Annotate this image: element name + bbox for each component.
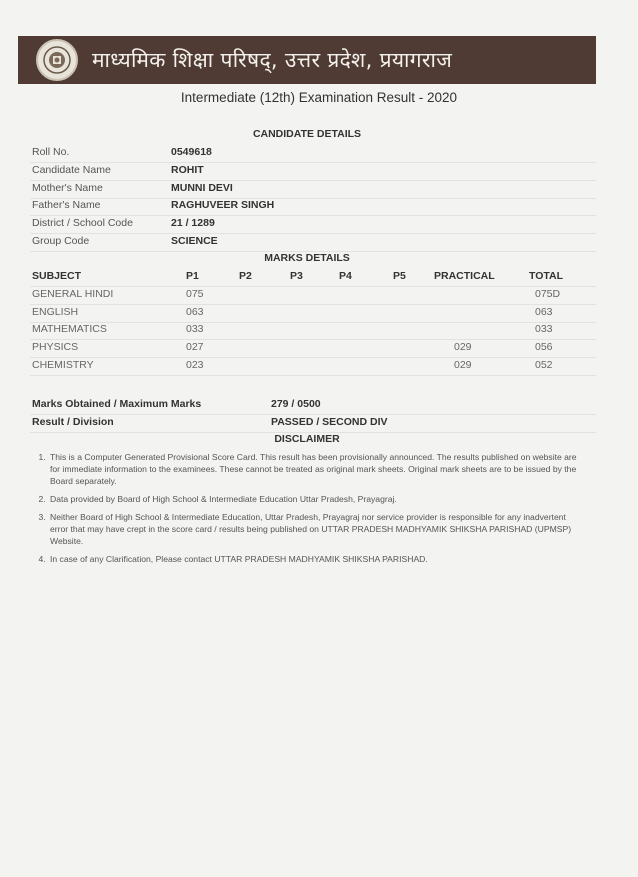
candidate-value: ROHIT (171, 164, 204, 176)
mark-total: 063 (535, 306, 553, 318)
table-row (30, 321, 596, 340)
marks-summary-value: 279 / 0500 (271, 398, 321, 410)
candidate-value: MUNNI DEVI (171, 182, 233, 194)
header-p4: P4 (339, 270, 352, 282)
header-total: TOTAL (529, 270, 564, 282)
mark-total: 033 (535, 323, 553, 335)
header-practical: PRACTICAL (434, 270, 495, 282)
table-row (30, 339, 596, 358)
candidate-value: SCIENCE (171, 235, 218, 247)
subject-name: MATHEMATICS (32, 323, 107, 335)
table-row (30, 357, 596, 376)
mark-p1: 027 (186, 341, 204, 353)
header-p2: P2 (239, 270, 252, 282)
candidate-section-title: CANDIDATE DETAILS (252, 128, 362, 140)
candidate-value: RAGHUVEER SINGH (171, 199, 275, 211)
board-emblem-icon (36, 39, 78, 81)
marks-summary-row (30, 396, 596, 415)
candidate-value: 21 / 1289 (171, 217, 215, 229)
mark-practical: 029 (454, 341, 472, 353)
marks-header-row (30, 268, 596, 287)
disclaimer-item: 4. In case of any Clarification, Please contact UTTAR PRADESH MADHYAMIK SHIKSHA PARISHAD. (48, 553, 586, 565)
header-p3: P3 (290, 270, 303, 282)
mark-practical: 029 (454, 359, 472, 371)
mark-total: 056 (535, 341, 553, 353)
result-division-row (30, 414, 596, 433)
candidate-value: 0549618 (171, 146, 212, 158)
mark-p1: 063 (186, 306, 204, 318)
mark-p1: 023 (186, 359, 204, 371)
candidate-row-school-code (30, 215, 596, 234)
mark-p1: 033 (186, 323, 204, 335)
header-p5: P5 (393, 270, 406, 282)
board-title: माध्यमिक शिक्षा परिषद्, उत्तर प्रदेश, प्रयागराज (92, 48, 453, 72)
mark-total: 075D (535, 288, 561, 300)
candidate-label: Roll No. (32, 146, 70, 158)
candidate-row-name (30, 162, 596, 181)
subject-name: GENERAL HINDI (32, 288, 114, 300)
candidate-label: District / School Code (32, 217, 133, 229)
mark-p1: 075 (186, 288, 204, 300)
marks-section-title: MARKS DETAILS (264, 252, 350, 264)
board-header (18, 36, 596, 84)
disclaimer-list (30, 451, 586, 571)
candidate-label: Mother's Name (32, 182, 103, 194)
candidate-row-roll-no (30, 144, 596, 163)
candidate-label: Group Code (32, 235, 90, 247)
candidate-label: Father's Name (32, 199, 101, 211)
candidate-row-group (30, 233, 596, 252)
header-p1: P1 (186, 270, 199, 282)
mark-total: 052 (535, 359, 553, 371)
subject-name: ENGLISH (32, 306, 79, 318)
disclaimer-item: 1. This is a Computer Generated Provisional Score Card. This result has been provisionally announced. The results published on website are for immediate information to the examinees. These cannot be treated as original mark sheets. Original mark sheets are to be issued by the Board separately. (48, 451, 586, 487)
subject-name: CHEMISTRY (32, 359, 94, 371)
candidate-label: Candidate Name (32, 164, 111, 176)
disclaimer-item: 3. Neither Board of High School & Intermediate Education, Uttar Pradesh, Prayagraj nor service provider is responsible for any inadvertent error that may have crept in the score card / results being published on UTTAR PRADESH MADHYAMIK SHIKSHA PARISHAD (UPMSP) Website. (48, 511, 586, 547)
disclaimer-title: DISCLAIMER (274, 433, 340, 445)
header-subject: SUBJECT (32, 270, 82, 282)
result-division-value: PASSED / SECOND DIV (271, 416, 388, 428)
marks-summary-label: Marks Obtained / Maximum Marks (32, 398, 202, 410)
subject-name: PHYSICS (32, 341, 79, 353)
candidate-row-father (30, 197, 596, 216)
result-division-label: Result / Division (32, 416, 114, 428)
disclaimer-item: 2. Data provided by Board of High School & Intermediate Education Uttar Pradesh, Prayagraj. (48, 493, 586, 505)
table-row (30, 286, 596, 305)
result-title: Intermediate (12th) Examination Result - 2020 (180, 90, 458, 105)
